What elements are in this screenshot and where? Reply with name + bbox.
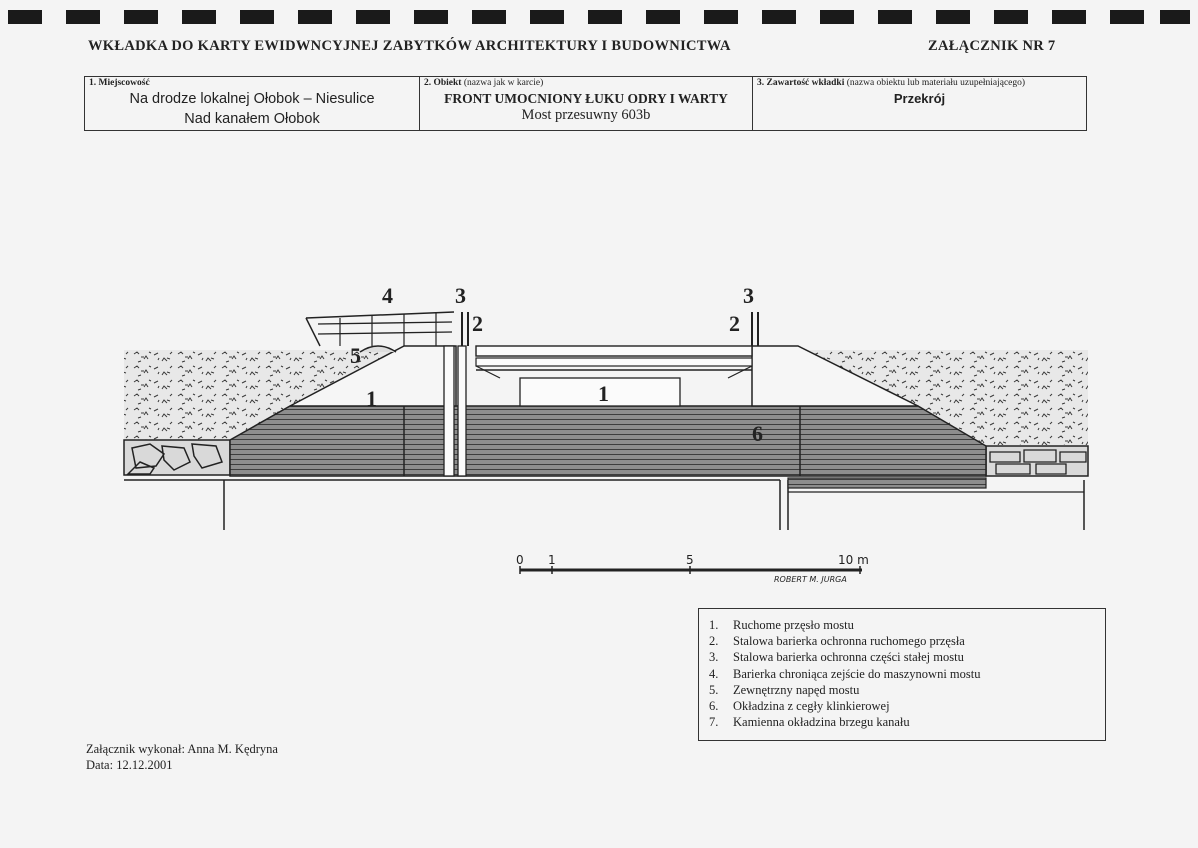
object-subname: Most przesuwny 603b (521, 107, 651, 123)
callout-2-right: 2 (729, 311, 740, 336)
legend-item-5: 5. Zewnętrzny napęd mostu (709, 682, 860, 697)
content-label-note: (nazwa obiektu lub materiału uzupełniającego) (844, 78, 1026, 88)
place-line-2: Nad kanałem Ołobok (184, 111, 320, 127)
binding-holes (0, 10, 1198, 26)
scale-bar (516, 553, 869, 584)
legend-item-6: 6. Okładzina z cegły klinkierowej (709, 699, 890, 714)
content-value: Przekrój (893, 91, 946, 106)
footer-author: Załącznik wykonał: Anna M. Kędryna (86, 742, 278, 756)
metadata-table (84, 76, 1087, 131)
callout-2-left: 2 (472, 311, 483, 336)
attachment-number: ZAŁĄCZNIK NR 7 (928, 38, 1056, 54)
canal-bottom (124, 478, 1084, 530)
callout-6: 6 (752, 421, 763, 446)
scale-tick-1: 1 (548, 553, 556, 567)
object-name: FRONT UMOCNIONY ŁUKU ODRY I WARTY (444, 91, 728, 106)
callout-1-left: 1 (366, 386, 377, 411)
scale-tick-0: 0 (516, 553, 524, 567)
legend-item-4: 4. Barierka chroniąca zejście do maszynowni mostu (709, 666, 981, 681)
callout-3-right: 3 (743, 283, 754, 308)
field-place (85, 77, 420, 131)
movable-span (476, 346, 752, 406)
legend-item-1: 1. Ruchome przęsło mostu (709, 618, 854, 632)
callout-1: 1 (598, 381, 609, 406)
bridge-cross-section-drawing (0, 270, 1198, 600)
legend-item-2: 2. Stalowa barierka ochronna ruchomego przęsła (709, 634, 965, 649)
object-label: 2. Obiekt (424, 78, 462, 88)
drawing-author: ROBERT M. JURGA (774, 575, 847, 584)
place-line-1: Na drodze lokalnej Ołobok – Niesulice (129, 91, 375, 107)
footer-date: Data: 12.12.2001 (86, 758, 173, 772)
scale-tick-5: 5 (686, 553, 694, 567)
field-object (420, 77, 753, 131)
content-label: 3. Zawartość wkładki (757, 78, 845, 88)
brick-cladding (230, 406, 986, 476)
callout-4: 4 (382, 283, 393, 308)
callout-3-left: 3 (455, 283, 466, 308)
document-title: WKŁADKA DO KARTY EWIDWNCYJNEJ ZABYTKÓW ARCHITEKTURY I BUDOWNICTWA (88, 38, 731, 54)
legend-item-7: 7. Kamienna okładzina brzegu kanału (709, 715, 910, 730)
field-content (753, 77, 1087, 131)
place-label: 1. Miejscowość (89, 78, 150, 88)
object-label-note: (nazwa jak w karcie) (461, 78, 544, 88)
callout-5: 5 (350, 343, 361, 368)
legend-item-3: 3. Stalowa barierka ochronna części stałej mostu (709, 650, 964, 665)
scale-tick-10: 10 m (838, 553, 869, 567)
legend-box (698, 608, 1106, 741)
